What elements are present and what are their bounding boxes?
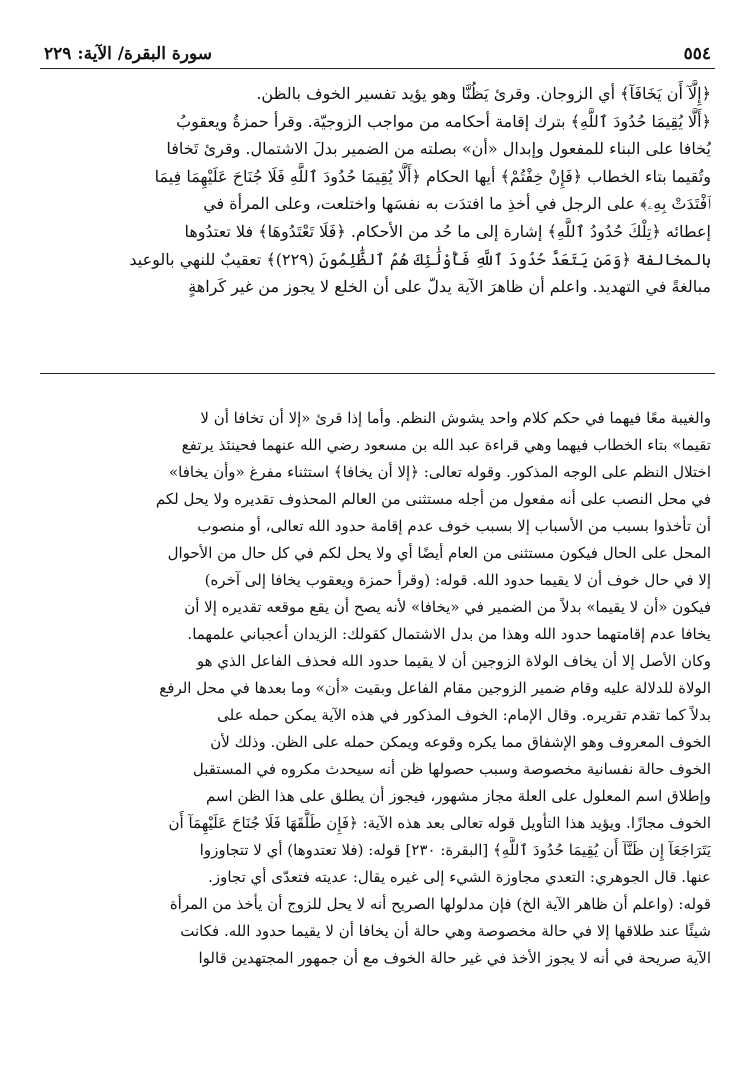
gloss-text-line: وكان الأصل إلا أن يخاف الولاة الزوجين أن لا يقيما حدود الله فحذف الفاعل الذي هو bbox=[196, 652, 711, 670]
main-text-line: مبالغةً في التهديد. واعلم أن ظاهرَ الآية يدلّ على أن الخلع لا يجوز من غير كَراهةٍ bbox=[188, 277, 711, 297]
surah-verse-label: سورة البقرة/ الآية: ٢٢٩ bbox=[44, 44, 212, 64]
gloss-text-line: يَتَرَاجَعَآ إِن ظَنَّآ أَن يُقِيمَا حُدُودَ ٱللَّهِ﴾ [البقرة: ٢٣٠] قوله: (فلا تعتدوها) أي لا تتجاوزوا bbox=[199, 841, 711, 859]
main-text-line: بالمخالفة ﴿وَمَن يَتَعَدَّ حُدُودَ ٱللَّهِ فَأُوْلَٰٓئِكَ هُمُ ٱلظَّٰلِمُونَ (٢٢٩)﴾ تعقيبٌ للنهي بالوعيد bbox=[129, 249, 711, 269]
page-number: ٥٥٤ bbox=[683, 44, 711, 64]
gloss-text-line: الخوف حالة نفسانية مخصوصة وسبب حصولها ظن أنه سيحدث مكروه في المستقبل bbox=[192, 760, 711, 778]
gloss-text-line: المحل على الحال فيكون مستثنى من العام أيضًا أي ولا يحل لكم في كل حال من الأحوال bbox=[167, 544, 711, 562]
gloss-commentary bbox=[46, 405, 711, 972]
gloss-text-line: الآية صريحة في أنه لا يجوز الأخذ في غير حالة الخوف مع أن جمهور المجتهدين قالوا bbox=[198, 949, 711, 967]
gloss-text-line: يخافا عدم إقامتهما حدود الله وهذا من بدل الاشتمال كقولك: الزيدان أعجباني علمهما. bbox=[187, 625, 711, 643]
gloss-text-line: الولاة للدلالة عليه وقام ضمير الزوجين مقام الفاعل وبقيت «أن» وما بعدها في محل الرفع bbox=[159, 679, 711, 697]
gloss-text-line: فيكون «أن لا يقيما» بدلاً من الضمير في «يخافا» لأنه يصح أن يقع موقعه تقديره إلا أن bbox=[184, 598, 711, 616]
gloss-text-line: الخوف مجازًا. ويؤيد هذا التأويل قوله تعالى بعد هذه الآية: ﴿فَإِن طَلَّقَهَا فَلَا جُنَاحَ عَلَيْهِمَآ أَن bbox=[168, 814, 711, 832]
gloss-text-line: وإطلاق اسم المعلول على العلة مجاز مشهور، فيجوز أن يطلق على هذا الظن اسم bbox=[205, 787, 711, 805]
main-text-line: ﴿إِلَّآ أَن يَخَافَآ﴾ أي الزوجان. وقرئ يَظُنَّا وهو يؤيد تفسير الخوف بالظن. bbox=[256, 84, 711, 103]
main-text-line: وتُقيما بتاء الخطاب ﴿فَإِنْ خِفْتُمْ﴾ أيها الحكام ﴿أَلَّا يُقِيمَا حُدُودَ ٱللَّهِ فَلَا جُنَاحَ عَلَيْهِمَا فِيمَا bbox=[154, 166, 711, 186]
gloss-text-line: قوله: (واعلم أن ظاهر الآية الخ) فإن مدلولها الصريح أنه لا يحل للزوج أن يأخذ من المرأة bbox=[169, 895, 711, 913]
main-text-line: إعطائه ﴿تِلْكَ حُدُودُ ٱللَّهِ﴾ إشارة إلى ما حُد من الأحكام. ﴿فَلَا تَعْتَدُوهَا﴾ فلا تعتدُوها bbox=[184, 221, 711, 241]
gloss-text-line: والغيبة معًا فيهما في حكم كلام واحد يشوش النظم. وأما إذا قرئ «إلا أن تخافا أن لا bbox=[200, 409, 711, 427]
gloss-text-line: بدلاً كما تقدم تقريره. وقال الإمام: الخوف المذكور في هذه الآية يمكن حمله على bbox=[217, 706, 711, 724]
main-text-line: يُخافا على البناء للمفعول وإبدال «أن» بصلته من الضمير بدلَ الاشتمال. وقرئ تَخافا bbox=[166, 139, 711, 159]
gloss-text-line: اختلال النظم على الوجه المذكور. وقوله تعالى: ﴿إلا أن يخافا﴾ استثناء مفرغ «وأن يخافا» bbox=[168, 463, 711, 481]
gloss-text-line: عنها. قال الجوهري: التعدي مجاوزة الشيء إلى غيره يقال: عديته فتعدّى أي تجاوز. bbox=[208, 868, 711, 886]
main-text-line: ﴿أَلَّا يُقِيمَا حُدُودَ ٱللَّهِ﴾ بترك إقامة أحكامه من مواجب الزوجيّة. وقرأ حمزةُ ويعقوبُ bbox=[176, 111, 711, 131]
gloss-text-line: شيئًا عند طلاقها إلا في حالة مخصوصة وهي حالة أن يخافا أن لا يقيما حدود الله. فكانت bbox=[180, 922, 711, 940]
gloss-text-line: أن تأخذوا بسبب من الأسباب إلا بسبب خوف عدم إقامة حدود الله تعالى، أو منصوب bbox=[197, 517, 711, 535]
main-commentary bbox=[46, 80, 711, 301]
gloss-text-line: تقيما» بتاء الخطاب فيهما وهي قراءة عبد الله بن مسعود رضي الله عنهما فحينئذ يرتفع bbox=[181, 436, 711, 454]
main-text-line: ٱفْتَدَتْ بِهِۦ﴾ على الرجل في أخذِ ما افتدَت به نفسَها واختلعت، وعلى المرأة في bbox=[203, 194, 711, 214]
section-divider bbox=[40, 373, 715, 374]
gloss-text-line: في محل النصب على أنه مفعول من أجله مستثنى من العالم المحذوف تقديره ولا يحل لكم bbox=[155, 490, 711, 508]
page-header bbox=[40, 38, 715, 69]
gloss-text-line: إلا في حال خوف أن لا يقيما حدود الله. قوله: (وقرأ حمزة ويعقوب يخافا إلى آخره) bbox=[204, 571, 711, 589]
gloss-text-line: الخوف المعروف وهو الإشفاق مما يكره وقوعه ويمكن حمله على الظن. وذلك لأن bbox=[210, 733, 711, 751]
